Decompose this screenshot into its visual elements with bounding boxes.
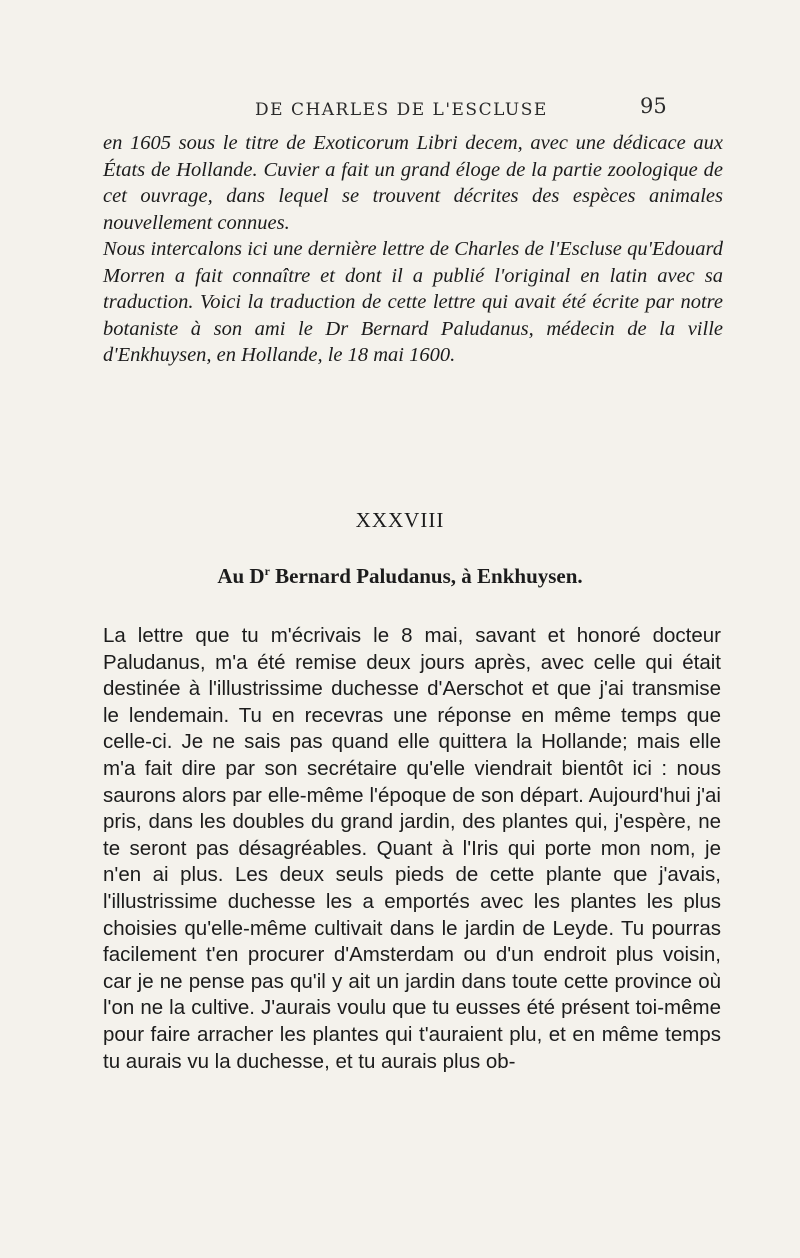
letter-heading-rest: Bernard Paludanus, à Enkhuysen.	[269, 564, 583, 588]
intro-text	[103, 130, 723, 369]
letter-body	[103, 623, 721, 1075]
letter-heading-prefix: Au D	[217, 564, 265, 588]
running-head: DE CHARLES DE L'ESCLUSE	[255, 100, 548, 120]
intro-paragraph-1: en 1605 sous le titre de Exoticorum Libri decem, avec une dédicace aux États de Hollande. Cuvier a fait un grand éloge de la partie zoologique de cet ouvrage, dans lequel se trouvent décrites des espèces animales nouvellement connues.	[103, 132, 723, 234]
letter-paragraph: La lettre que tu m'écrivais le 8 mai, savant et honoré docteur Paludanus, m'a été remise deux jours après, avec celle qui était destinée à l'illustrissime duchesse d'Aerschot et que j'ai transmise le lendemain. Tu en recevras une réponse en même temps que celle-ci. Je ne sais pas quand elle quittera la Hollande; mais elle m'a fait dire par son secrétaire qu'elle viendrait bientôt ici : nous saurons alors par elle-même l'époque de son départ. Aujourd'hui j'ai pris, dans les doubles du grand jardin, des plantes qui, j'espère, ne te seront pas désagréables. Quant à l'Iris qui porte mon nom, je n'en ai plus. Les deux seuls pieds de cette plante que j'avais, l'illustrissime duchesse les a emportés avec les plantes les plus choisies qu'elle-même cultivait dans le jardin de Leyde. Tu pourras facilement t'en procurer d'Amsterdam ou d'un endroit plus voisin, car je ne pense pas qu'il y ait un jardin dans toute cette province où l'on ne la cultive. J'aurais voulu que tu eusses été présent toi-même pour faire arracher les plantes qui t'auraient plu, et en même temps tu aurais vu la duchesse, et tu aurais plus ob-	[103, 624, 721, 1073]
intro-paragraph-2: Nous intercalons ici une dernière lettre de Charles de l'Escluse qu'Edouard Morren a fait connaître et dont il a publié l'original en latin avec sa traduction. Voici la traduction de cette lettre qui avait été écrite par notre botaniste à son ami le Dr Bernard Paludanus, médecin de la ville d'Enkhuysen, en Hollande, le 18 mai 1600.	[103, 238, 723, 366]
section-numeral: XXXVIII	[355, 508, 445, 532]
page-number: 95	[640, 94, 667, 118]
letter-heading	[0, 564, 800, 589]
letter-heading-sup: r	[264, 564, 270, 578]
